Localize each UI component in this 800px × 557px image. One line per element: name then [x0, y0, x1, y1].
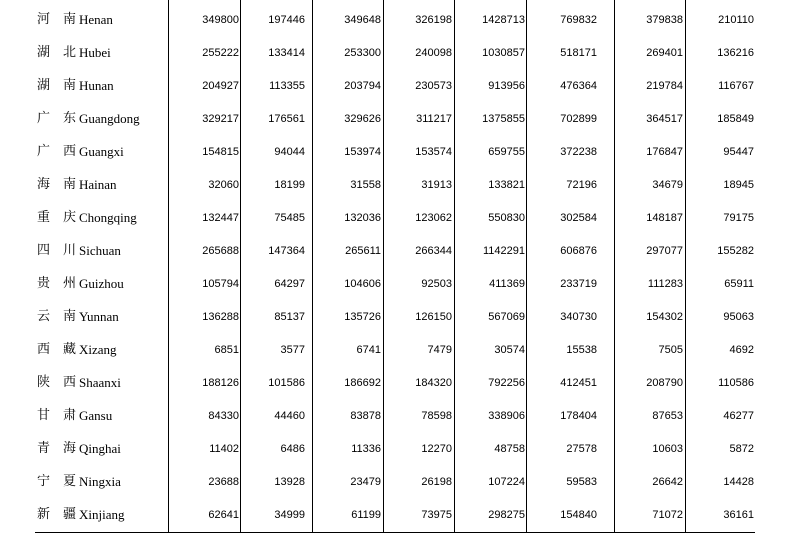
region-name: [35, 99, 168, 132]
value-cell: 110586: [718, 377, 754, 389]
value-cell: 136288: [202, 311, 239, 323]
region-name-zh-second: 西: [63, 375, 77, 390]
region-name: [35, 165, 168, 198]
region-name-zh-second: 海: [63, 441, 77, 456]
value-cell: 64297: [274, 278, 305, 290]
value-cell: 154815: [202, 146, 239, 158]
table-row: [35, 132, 755, 165]
region-name: [35, 396, 168, 429]
table-row: [35, 165, 755, 198]
value-cell: 219784: [646, 80, 683, 92]
region-name-en: Shaanxi: [79, 375, 121, 390]
value-cell: 1428713: [482, 14, 525, 26]
value-cell: 204927: [202, 80, 239, 92]
value-cell: 6741: [356, 344, 381, 356]
region-name-zh-first: 陕: [37, 375, 51, 390]
region-name-zh-first: 云: [37, 309, 51, 324]
table-row: [35, 33, 755, 66]
value-cell: 92503: [421, 278, 452, 290]
value-cell: 230573: [415, 80, 452, 92]
table-row: [35, 0, 755, 33]
value-cell: 6486: [280, 443, 305, 455]
value-cell: 84330: [208, 410, 239, 422]
region-name-en: Xinjiang: [79, 507, 125, 522]
value-cell: 176561: [268, 113, 305, 125]
value-cell: 311217: [416, 113, 452, 125]
value-cell: 71072: [652, 509, 683, 521]
value-cell: 123062: [415, 212, 452, 224]
value-cell: 154302: [646, 311, 683, 323]
value-cell: 126150: [415, 311, 452, 323]
value-cell: 240098: [415, 47, 452, 59]
region-name: [35, 264, 168, 297]
value-cell: 476364: [560, 80, 597, 92]
value-cell: 184320: [415, 377, 452, 389]
value-cell: 75485: [274, 212, 305, 224]
region-name-zh-first: 贵: [37, 276, 51, 291]
value-cell: 186692: [344, 377, 381, 389]
region-name-zh-second: 南: [63, 12, 77, 27]
region-name: [35, 33, 168, 66]
value-cell: 297077: [646, 245, 683, 257]
value-cell: 23479: [350, 476, 381, 488]
value-cell: 26198: [421, 476, 452, 488]
value-cell: 65911: [724, 278, 754, 290]
region-name: [35, 429, 168, 462]
table-row: [35, 264, 755, 297]
value-cell: 31913: [421, 179, 452, 191]
value-cell: 176847: [646, 146, 683, 158]
value-cell: 769832: [560, 14, 597, 26]
region-name-zh-first: 甘: [37, 408, 51, 423]
value-cell: 659755: [488, 146, 525, 158]
table-row: [35, 66, 755, 99]
value-cell: 567069: [488, 311, 525, 323]
region-name-en: Chongqing: [79, 210, 137, 225]
value-cell: 59583: [566, 476, 597, 488]
value-cell: 338906: [488, 410, 525, 422]
region-name-zh-second: 东: [63, 111, 77, 126]
value-cell: 83878: [350, 410, 381, 422]
value-cell: 13928: [274, 476, 305, 488]
value-cell: 36161: [723, 509, 754, 521]
region-name-zh-first: 广: [37, 144, 51, 159]
region-name-zh-second: 夏: [63, 474, 77, 489]
value-cell: 155282: [717, 245, 754, 257]
value-cell: 116767: [718, 80, 754, 92]
value-cell: 72196: [566, 179, 597, 191]
region-name-en: Ningxia: [79, 474, 121, 489]
region-name-zh-second: 疆: [63, 507, 77, 522]
region-name-en: Guizhou: [79, 276, 124, 291]
table-row: [35, 495, 755, 528]
value-cell: 197446: [268, 14, 305, 26]
region-name-en: Sichuan: [79, 243, 121, 258]
value-cell: 111283: [647, 278, 683, 290]
value-cell: 379838: [646, 14, 683, 26]
table-row: [35, 429, 755, 462]
value-cell: 154840: [560, 509, 597, 521]
value-cell: 550830: [488, 212, 525, 224]
value-cell: 266344: [415, 245, 452, 257]
value-cell: 133821: [488, 179, 525, 191]
region-name-zh-second: 南: [63, 78, 77, 93]
region-name: [35, 462, 168, 495]
region-name-zh-second: 南: [63, 309, 77, 324]
value-cell: 14428: [723, 476, 754, 488]
value-cell: 253300: [344, 47, 381, 59]
region-name-zh-first: 海: [37, 177, 51, 192]
value-cell: 1375855: [482, 113, 525, 125]
value-cell: 61199: [351, 509, 381, 521]
value-cell: 12270: [421, 443, 452, 455]
region-name: [35, 297, 168, 330]
value-cell: 255222: [202, 47, 239, 59]
region-name: [35, 330, 168, 363]
value-cell: 412451: [560, 377, 597, 389]
value-cell: 153574: [415, 146, 452, 158]
value-cell: 11336: [351, 443, 381, 455]
value-cell: 94044: [274, 146, 305, 158]
value-cell: 107224: [488, 476, 525, 488]
value-cell: 5872: [729, 443, 754, 455]
value-cell: 4692: [729, 344, 754, 356]
value-cell: 188126: [202, 377, 239, 389]
table-row: [35, 363, 755, 396]
value-cell: 48758: [494, 443, 525, 455]
value-cell: 30574: [494, 344, 525, 356]
value-cell: 27578: [566, 443, 597, 455]
region-name-zh-second: 庆: [63, 210, 77, 225]
region-name-en: Guangxi: [79, 144, 124, 159]
value-cell: 185849: [717, 113, 754, 125]
region-name: [35, 66, 168, 99]
region-name-zh-second: 藏: [63, 342, 77, 357]
value-cell: 298275: [488, 509, 525, 521]
region-name: [35, 495, 168, 528]
value-cell: 349800: [202, 14, 239, 26]
region-name-zh-first: 湖: [37, 45, 51, 60]
value-cell: 302584: [560, 212, 597, 224]
region-name: [35, 231, 168, 264]
value-cell: 147364: [268, 245, 305, 257]
region-name-zh-first: 青: [37, 441, 51, 456]
region-name-zh-first: 宁: [37, 474, 51, 489]
region-name: [35, 363, 168, 396]
value-cell: 329217: [202, 113, 239, 125]
value-cell: 411369: [489, 278, 525, 290]
value-cell: 73975: [421, 509, 452, 521]
value-cell: 135726: [344, 311, 381, 323]
value-cell: 148187: [646, 212, 683, 224]
value-cell: 10603: [652, 443, 683, 455]
value-cell: 78598: [421, 410, 452, 422]
value-cell: 1142291: [482, 245, 525, 257]
value-cell: 101586: [268, 377, 305, 389]
value-cell: 364517: [646, 113, 683, 125]
value-cell: 913956: [488, 80, 525, 92]
value-cell: 87653: [652, 410, 683, 422]
value-cell: 265611: [345, 245, 381, 257]
region-name-zh-second: 北: [63, 45, 77, 60]
value-cell: 34679: [652, 179, 683, 191]
value-cell: 104606: [344, 278, 381, 290]
value-cell: 203794: [344, 80, 381, 92]
table-row: [35, 99, 755, 132]
value-cell: 340730: [560, 311, 597, 323]
value-cell: 6851: [214, 344, 239, 356]
table-row: [35, 231, 755, 264]
region-name-en: Qinghai: [79, 441, 121, 456]
table-row: [35, 198, 755, 231]
value-cell: 269401: [646, 47, 683, 59]
value-cell: 233719: [560, 278, 597, 290]
region-name-zh-first: 西: [37, 342, 51, 357]
value-cell: 606876: [560, 245, 597, 257]
value-cell: 113355: [269, 80, 305, 92]
region-name-en: Hunan: [79, 78, 114, 93]
value-cell: 132036: [344, 212, 381, 224]
region-name-en: Hainan: [79, 177, 117, 192]
value-cell: 62641: [208, 509, 239, 521]
value-cell: 329626: [344, 113, 381, 125]
value-cell: 105794: [202, 278, 239, 290]
region-name-zh-first: 河: [37, 12, 51, 27]
region-name-en: Xizang: [79, 342, 117, 357]
value-cell: 518171: [560, 47, 597, 59]
value-cell: 132447: [202, 212, 239, 224]
value-cell: 178404: [560, 410, 597, 422]
value-cell: 153974: [344, 146, 381, 158]
value-cell: 79175: [723, 212, 754, 224]
value-cell: 11402: [209, 443, 239, 455]
value-cell: 265688: [202, 245, 239, 257]
statistics-table: [35, 0, 755, 533]
value-cell: 95063: [723, 311, 754, 323]
region-name: [35, 132, 168, 165]
region-name-en: Gansu: [79, 408, 113, 423]
value-cell: 85137: [274, 311, 305, 323]
region-name-zh-second: 川: [63, 243, 77, 258]
value-cell: 133414: [268, 47, 305, 59]
region-name: [35, 0, 168, 33]
region-name-en: Henan: [79, 12, 113, 27]
region-name-zh-second: 南: [63, 177, 77, 192]
value-cell: 1030857: [482, 47, 525, 59]
value-cell: 23688: [208, 476, 239, 488]
table-row: [35, 330, 755, 363]
value-cell: 702899: [560, 113, 597, 125]
table-row: [35, 462, 755, 495]
region-name-en: Yunnan: [79, 309, 119, 324]
region-name-zh-second: 州: [63, 276, 77, 291]
table-row: [35, 297, 755, 330]
region-name-zh-first: 四: [37, 243, 51, 258]
region-name-zh-second: 肃: [63, 408, 77, 423]
region-name-zh-first: 湖: [37, 78, 51, 93]
value-cell: 34999: [274, 509, 305, 521]
value-cell: 349648: [344, 14, 381, 26]
value-cell: 372238: [560, 146, 597, 158]
value-cell: 136216: [717, 47, 754, 59]
value-cell: 18945: [723, 179, 754, 191]
region-name-zh-first: 新: [37, 507, 51, 522]
value-cell: 7505: [658, 344, 683, 356]
value-cell: 208790: [646, 377, 683, 389]
value-cell: 32060: [208, 179, 239, 191]
value-cell: 3577: [280, 344, 305, 356]
value-cell: 46277: [723, 410, 754, 422]
value-cell: 95447: [723, 146, 754, 158]
value-cell: 18199: [274, 179, 305, 191]
value-cell: 792256: [488, 377, 525, 389]
value-cell: 26642: [652, 476, 683, 488]
value-cell: 31558: [350, 179, 381, 191]
value-cell: 15538: [566, 344, 597, 356]
table-row: [35, 396, 755, 429]
region-name-en: Guangdong: [79, 111, 140, 126]
value-cell: 210110: [718, 14, 754, 26]
region-name-en: Hubei: [79, 45, 111, 60]
value-cell: 326198: [415, 14, 452, 26]
value-cell: 44460: [274, 410, 305, 422]
region-name-zh-first: 重: [37, 210, 51, 225]
region-name: [35, 198, 168, 231]
region-name-zh-first: 广: [37, 111, 51, 126]
value-cell: 7479: [427, 344, 452, 356]
region-name-zh-second: 西: [63, 144, 77, 159]
